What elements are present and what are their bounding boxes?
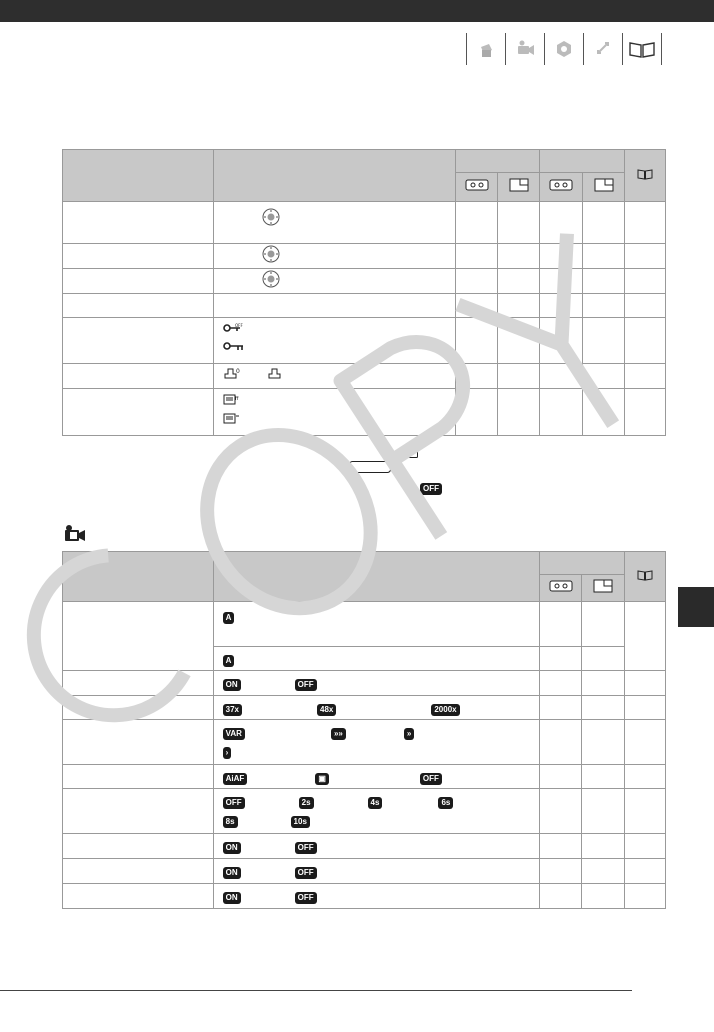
book-icon xyxy=(637,569,653,581)
movie-camera-icon xyxy=(505,33,544,65)
off-badge: OFF xyxy=(295,679,317,691)
duration-2s-badge: 2s xyxy=(299,797,314,809)
normal-zoom-badge: » xyxy=(404,728,414,740)
off-badge: OFF xyxy=(420,478,442,496)
header-mode-group-a xyxy=(456,150,540,173)
program-ae-icon xyxy=(406,445,418,463)
table-row xyxy=(63,884,666,909)
on-badge: ON xyxy=(223,867,241,879)
transfer-icon xyxy=(583,33,622,65)
print-order-off-icon xyxy=(223,366,241,382)
svg-text:OFF: OFF xyxy=(234,323,243,328)
on-badge: ON xyxy=(223,842,241,854)
protect-on-icon xyxy=(223,339,245,353)
table-row xyxy=(63,389,666,436)
header-menu-item xyxy=(63,150,214,202)
on-badge: ON xyxy=(223,679,241,691)
transfer-order-off-icon xyxy=(223,392,241,408)
transfer-order-icon xyxy=(223,411,241,427)
duration-4s-badge: 4s xyxy=(368,797,383,809)
header-mode-group-b xyxy=(540,150,625,173)
on-badge: ON xyxy=(223,892,241,904)
svg-text:P: P xyxy=(409,448,415,458)
slow-zoom-badge: › xyxy=(223,747,232,759)
joystick-icon xyxy=(262,208,280,226)
aiaf-badge: AiAF xyxy=(223,773,248,785)
tape-icon xyxy=(465,179,489,191)
zoom-48x-badge: 48x xyxy=(317,704,336,716)
book-icon xyxy=(637,168,653,180)
off-badge: OFF xyxy=(295,842,317,854)
table-row xyxy=(63,294,666,318)
book-icon xyxy=(622,33,662,65)
table-row xyxy=(63,859,666,884)
page-header-bar xyxy=(0,0,714,22)
tape-icon xyxy=(549,580,573,592)
table-row xyxy=(63,202,666,244)
duration-6s-badge: 6s xyxy=(438,797,453,809)
header-page-ref xyxy=(625,150,666,202)
table-row xyxy=(63,834,666,859)
print-order-icon xyxy=(267,366,283,382)
protect-off-icon xyxy=(223,321,243,335)
auto-badge: A xyxy=(223,655,235,667)
joystick-icon xyxy=(262,245,280,263)
fast-zoom-badge: »» xyxy=(331,728,346,740)
svg-text:ff: ff xyxy=(234,396,239,402)
table-row xyxy=(63,318,666,364)
header-menu-item xyxy=(63,552,214,602)
mode-icon-bar xyxy=(466,33,662,65)
table-row xyxy=(63,720,666,765)
table-row xyxy=(63,696,666,720)
header-setting-options xyxy=(213,150,456,202)
center-af-badge: ▣ xyxy=(315,773,329,785)
chapter-side-tab xyxy=(678,587,714,627)
table-row xyxy=(63,789,666,834)
zoom-37x-badge: 37x xyxy=(223,704,242,716)
memory-card-icon xyxy=(509,178,529,192)
off-badge: OFF xyxy=(420,773,442,785)
auto-badge: A xyxy=(223,612,235,624)
table-row xyxy=(63,244,666,269)
table-row xyxy=(63,364,666,389)
duration-8s-badge: 8s xyxy=(223,816,238,828)
memory-card-icon xyxy=(594,178,614,192)
tape-icon xyxy=(549,179,573,191)
header-page-ref xyxy=(625,552,666,602)
table-row xyxy=(63,269,666,294)
memory-card-icon xyxy=(593,579,613,593)
footer-rule xyxy=(0,990,632,991)
table-row xyxy=(63,602,666,647)
header-mode-group xyxy=(540,552,625,575)
photo-icon xyxy=(544,33,583,65)
settings-table-2 xyxy=(62,551,666,909)
off-badge: OFF xyxy=(295,867,317,879)
table-row xyxy=(63,765,666,789)
camera-movie-icon xyxy=(466,33,505,65)
movie-camera-section-icon xyxy=(64,524,86,549)
variable-zoom-badge: VAR xyxy=(223,728,245,740)
duration-10s-badge: 10s xyxy=(291,816,310,828)
zoom-2000x-badge: 2000x xyxy=(431,704,459,716)
button-outline-icon xyxy=(349,460,391,478)
off-badge: OFF xyxy=(223,797,245,809)
header-setting-options xyxy=(213,552,539,602)
svg-text:0: 0 xyxy=(235,367,240,375)
table-row xyxy=(63,671,666,696)
settings-table-1 xyxy=(62,149,666,436)
off-badge: OFF xyxy=(295,892,317,904)
joystick-icon xyxy=(262,270,280,288)
